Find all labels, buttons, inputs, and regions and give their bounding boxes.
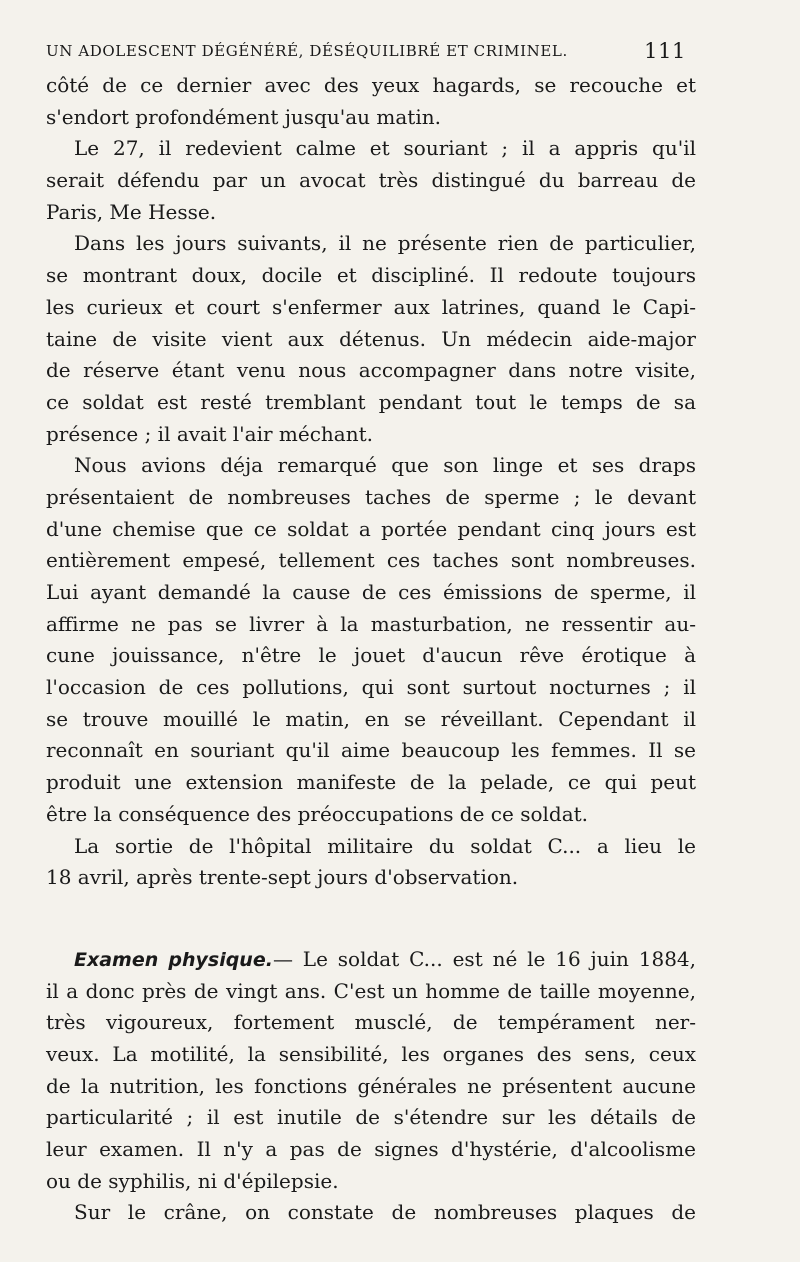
section-heading: Examen physique. [74,948,273,971]
page-header [46,34,686,68]
paragraph [46,133,696,228]
text-line: Paris, Me Hesse. [46,199,217,224]
paragraph [46,228,696,450]
text-line: l'occasion de ces pollutions, qui sont surtout nocturnes ; il [46,675,696,700]
text-line: côté de ce dernier avec des yeux hagards, se recouche et [46,73,696,97]
text-line: présentaient de nombreuses taches de sperme ; le devant [46,484,696,509]
text-line: être la conséquence des préoccupations de ce soldat. [46,801,589,826]
text-line: produit une extension manifeste de la pelade, ce qui peut [46,770,696,795]
paragraph [46,831,696,894]
text-line: cune jouissance, n'être le jouet d'aucun rêve érotique à [46,643,696,668]
running-title: UN ADOLESCENT DÉGÉNÉRÉ, DÉSÉQUILIBRÉ ET CRIMINEL. [46,42,568,60]
text-line: Sur le crâne, on constate de nombreuses plaques de [74,1200,696,1225]
text-line: de réserve étant venu nous accompagner dans notre visite, [46,358,696,383]
page-number: 111 [644,39,686,63]
text-line: de la nutrition, les fonctions générales ne présentent aucune [46,1073,696,1098]
text-line: entièrement empesé, tellement ces taches sont nombreuses. [46,548,696,573]
text-line: se montrant doux, docile et discipliné. Il redoute toujours [46,263,696,288]
text-line: très vigoureux, fortement musclé, de tempérament ner- [46,1010,696,1035]
text-line: ou de syphilis, ni d'épilepsie. [46,1168,339,1193]
text-line: Le 27, il redevient calme et souriant ; il a appris qu'il [74,136,696,161]
text-line: présence ; il avait l'air méchant. [46,421,373,446]
text-line: leur examen. Il n'y a pas de signes d'hystérie, d'alcoolisme [46,1137,696,1161]
text-line: serait défendu par un avocat très distingué du barreau de [46,168,696,193]
text-line: se trouve mouillé le matin, en se réveillant. Cependant il [46,706,696,731]
text-line: s'endort profondément jusqu'au matin. [46,104,441,129]
page-body [46,70,696,1229]
text-line: La sortie de l'hôpital militaire du soldat C... a lieu le [74,833,696,858]
text-line: Nous avions déja remarqué que son linge et ses draps [74,453,696,478]
text-line: il a donc près de vingt ans. C'est un homme de taille moyenne, [46,978,696,1003]
text-line: 18 avril, après trente-sept jours d'observation. [46,865,519,890]
text-line: Dans les jours suivants, il ne présente rien de particulier, [74,231,696,256]
text-line [46,944,696,976]
text-line: ce soldat est resté tremblant pendant tout le temps de sa [46,389,696,414]
text-line: taine de visite vient aux détenus. Un médecin aide-major [46,326,696,351]
section-examen-physique [46,944,696,1229]
text-line: affirme ne pas se livrer à la masturbation, ne ressentir au- [46,611,696,636]
text-line: Lui ayant demandé la cause de ces émissions de sperme, il [46,580,696,604]
section-heading-rest: — Le soldat C... est né le 16 juin 1884, [272,946,696,971]
text-line: veux. La motilité, la sensibilité, les organes des sens, ceux [46,1041,696,1066]
paragraph [46,70,696,133]
text-line: reconnaît en souriant qu'il aime beaucoup les femmes. Il se [46,738,696,763]
text-line: d'une chemise que ce soldat a portée pendant cinq jours est [46,516,696,541]
text-line: particularité ; il est inutile de s'étendre sur les détails de [46,1105,696,1130]
section-gap [46,894,696,944]
text-line: les curieux et court s'enfermer aux latrines, quand le Capi- [46,294,696,319]
paragraph [46,450,696,830]
